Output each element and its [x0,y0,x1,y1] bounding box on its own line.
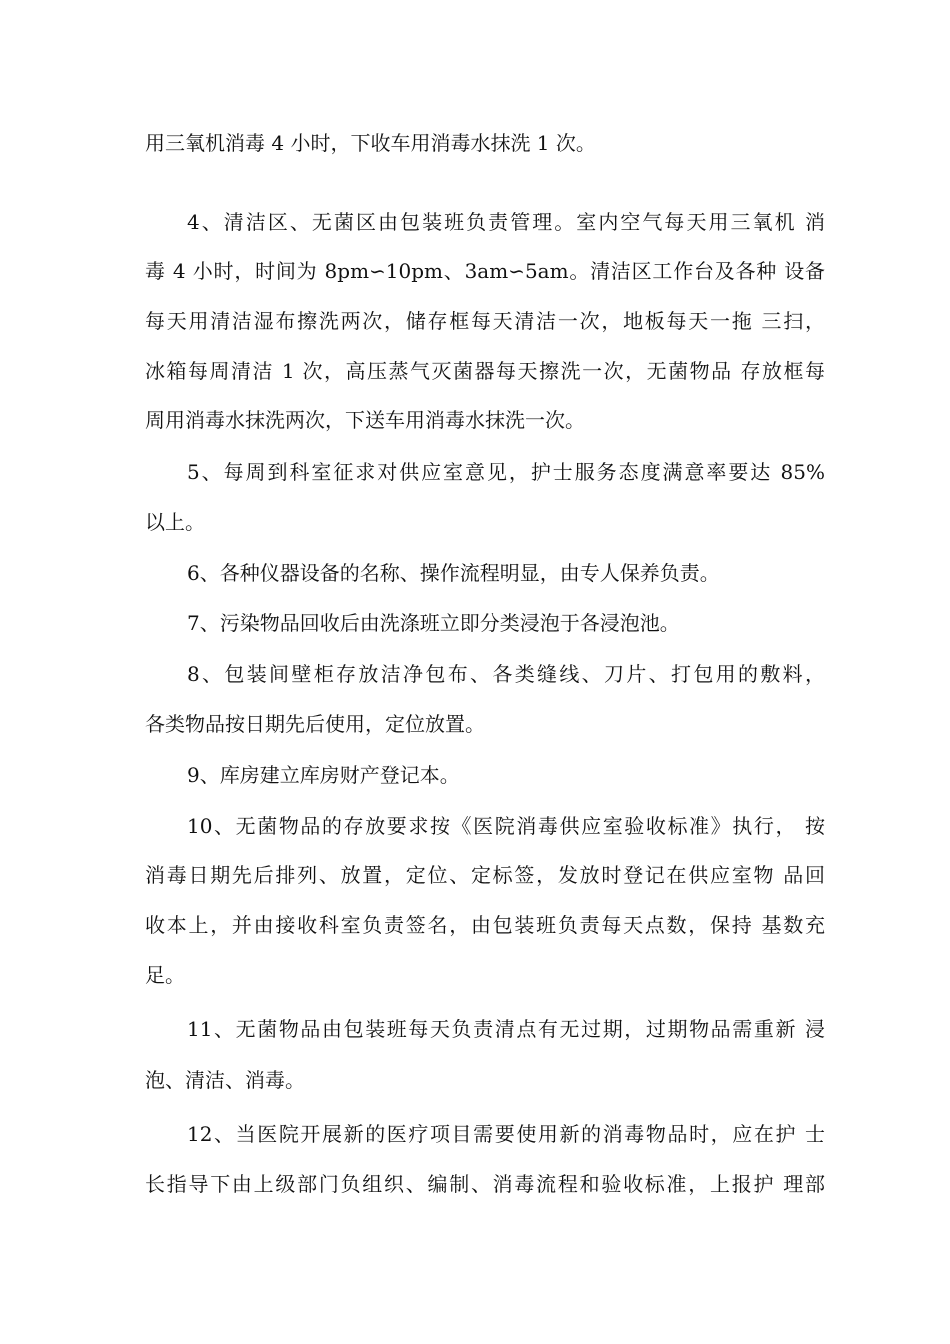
text-line: 9、库房建立库房财产登记本。 [187,763,460,787]
text-line: 消毒日期先后排列、放置，定位、定标签，发放时登记在供应室物 品回 [145,863,825,887]
text-line: 每天用清洁湿布擦洗两次，储存框每天清洁一次，地板每天一拖 三扫， [145,309,825,333]
text-line: 周用消毒水抹洗两次，下送车用消毒水抹洗一次。 [145,408,585,432]
text-line: 4、清洁区、无菌区由包装班负责管理。室内空气每天用三氧机 消 [187,210,825,234]
text-line: 泡、清洁、消毒。 [145,1068,305,1092]
text-line: 7、污染物品回收后由洗涤班立即分类浸泡于各浸泡池。 [187,611,680,635]
text-line: 长指导下由上级部门负组织、编制、消毒流程和验收标准，上报护 理部 [145,1172,825,1196]
text-line: 冰箱每周清洁 1 次，高压蒸气灭菌器每天擦洗一次，无菌物品 存放框每 [145,359,825,383]
text-line: 5、每周到科室征求对供应室意见，护士服务态度满意率要达 85% [187,460,825,484]
text-line: 6、各种仪器设备的名称、操作流程明显，由专人保养负责。 [187,561,720,585]
text-line: 11、无菌物品由包装班每天负责清点有无过期，过期物品需重新 浸 [187,1017,825,1041]
text-line: 以上。 [145,510,205,534]
text-line: 足。 [145,963,185,987]
text-line: 毒 4 小时，时间为 8pm∽10pm、3am∽5am。清洁区工作台及各种 设备 [145,259,825,283]
text-line: 收本上，并由接收科室负责签名，由包装班负责每天点数，保持 基数充 [145,913,825,937]
text-line: 12、当医院开展新的医疗项目需要使用新的消毒物品时，应在护 士 [187,1122,825,1146]
text-line: 10、无菌物品的存放要求按《医院消毒供应室验收标准》执行， 按 [187,814,825,838]
text-line: 8、包装间壁柜存放洁净包布、各类缝线、刀片、打包用的敷料， [187,662,825,686]
text-line: 各类物品按日期先后使用，定位放置。 [145,712,485,736]
text-line: 用三氧机消毒 4 小时，下收车用消毒水抹洗 1 次。 [145,131,596,155]
